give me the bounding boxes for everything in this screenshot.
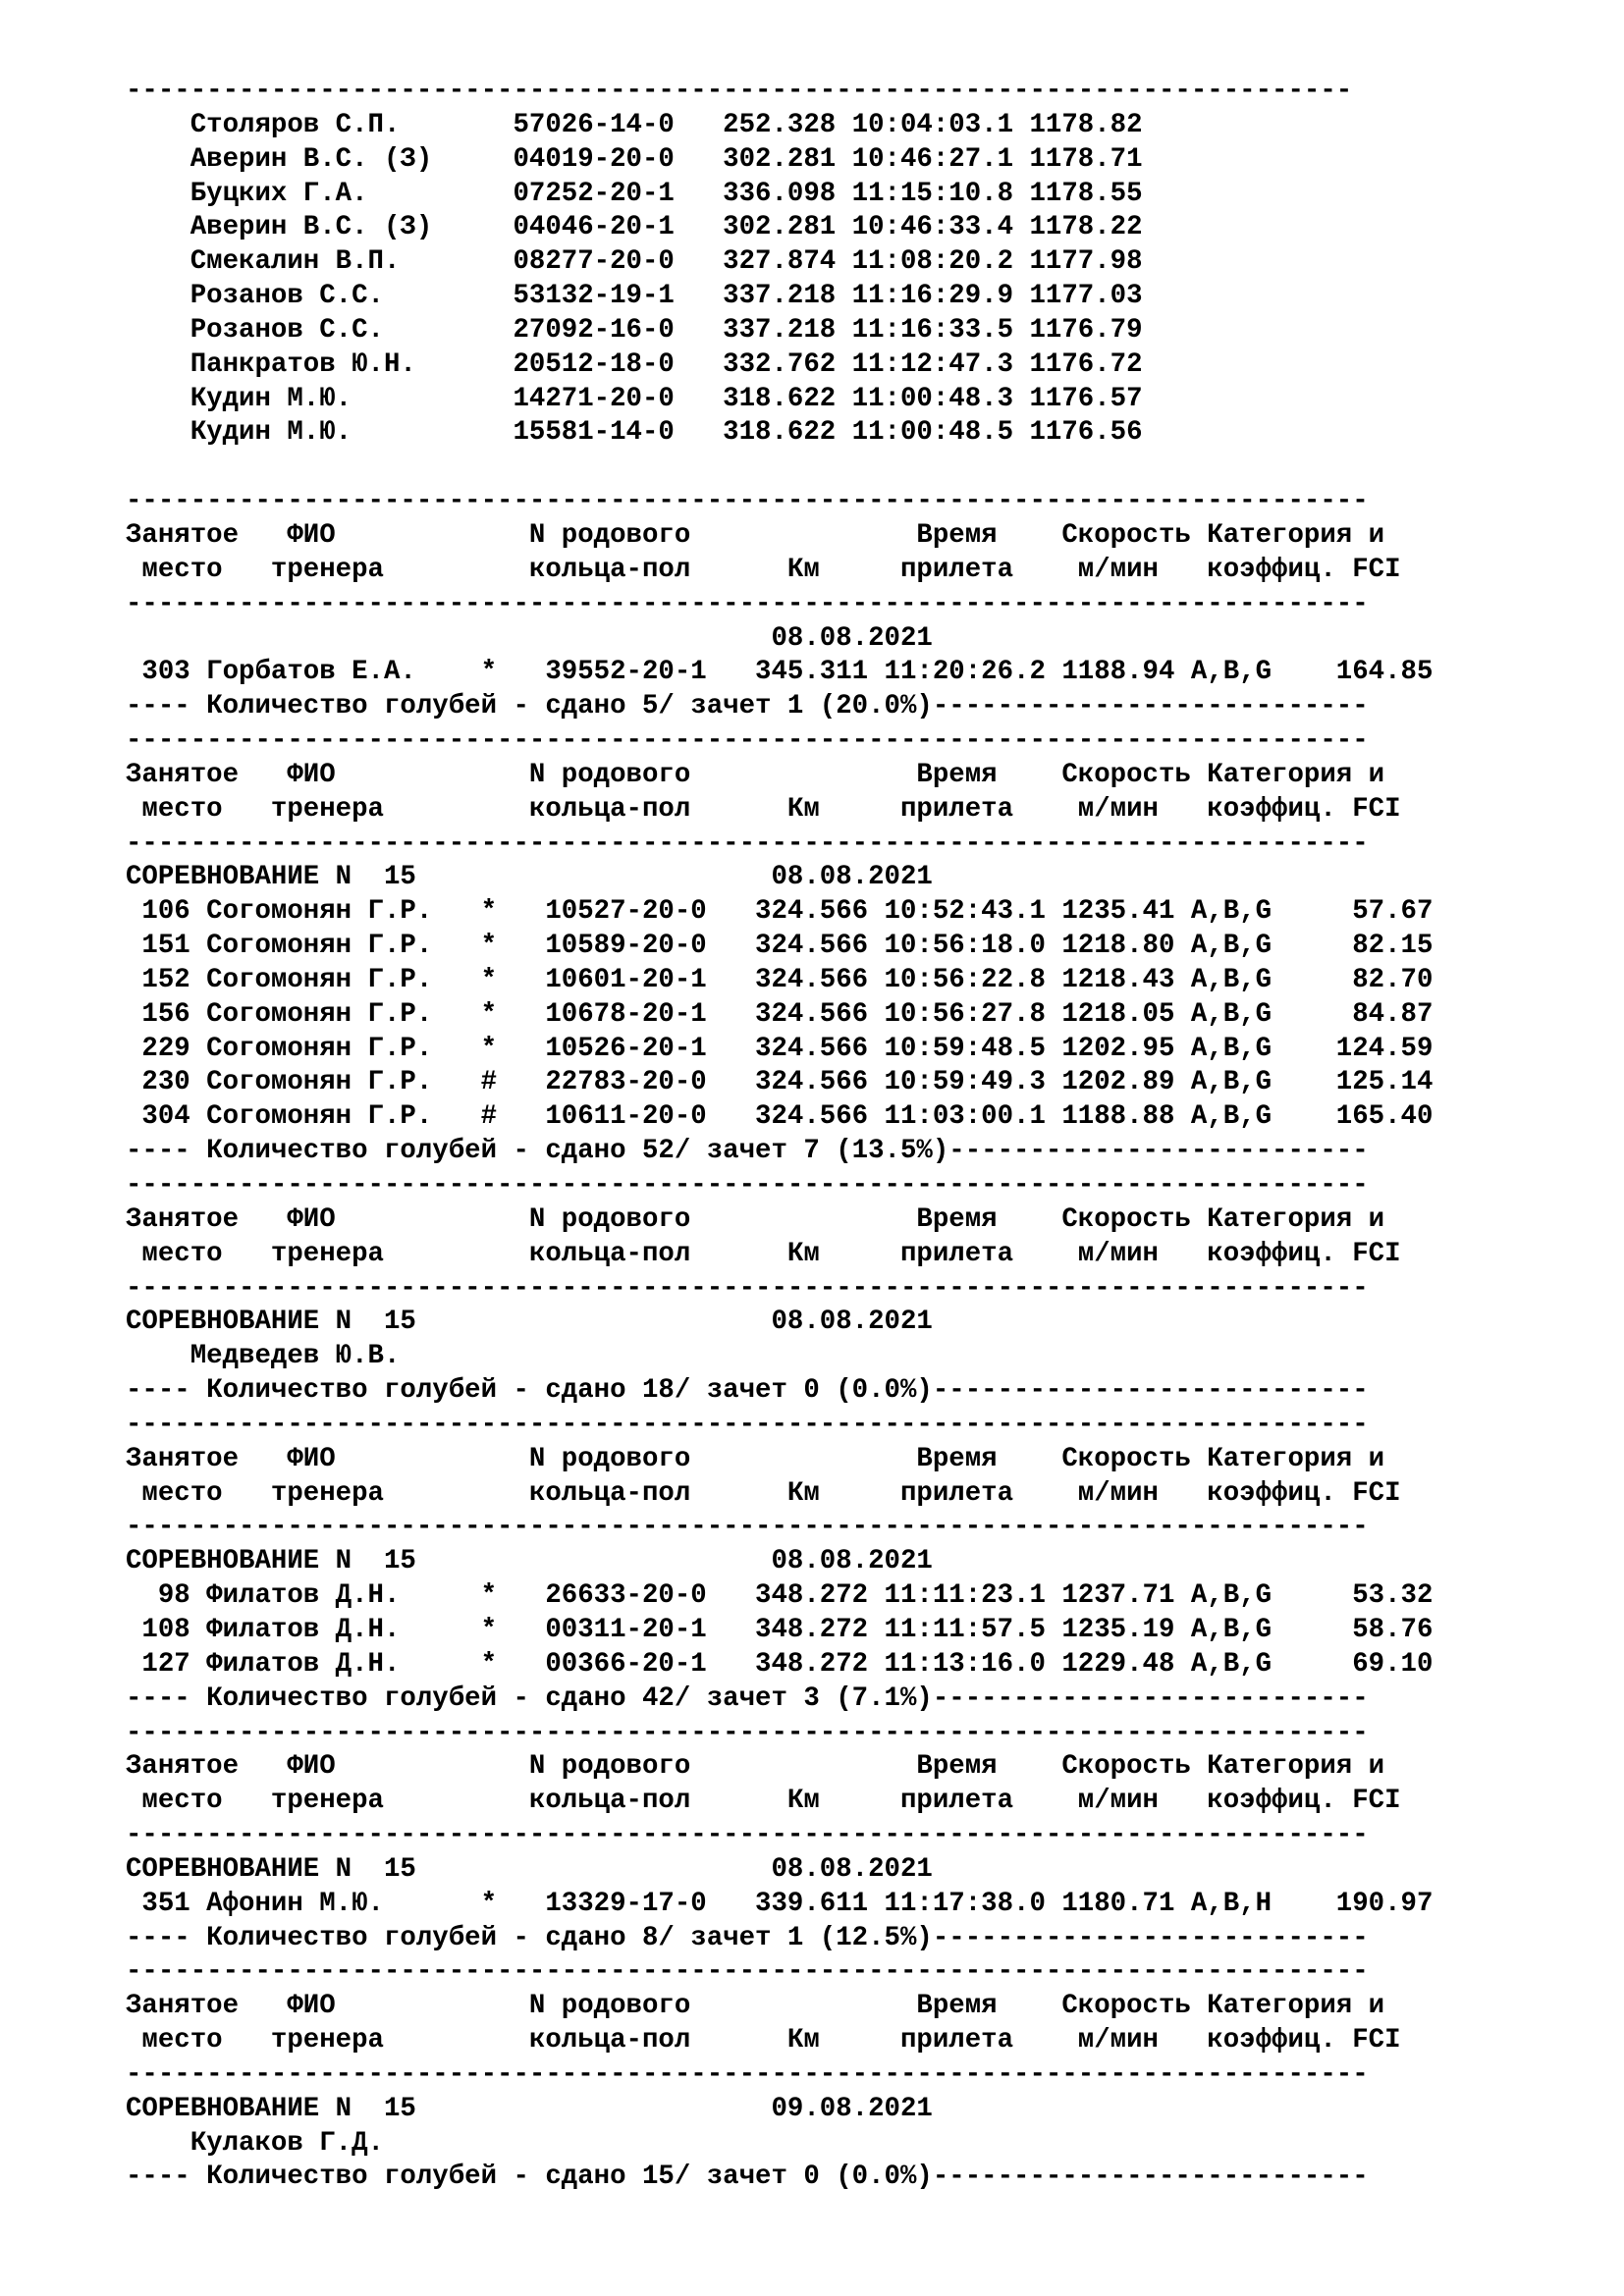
pigeon-row: Столяров С.П. 57026-14-0 252.328 10:04:03.1 1178.82 <box>126 109 1143 140</box>
result-row: 303 Горбатов Е.А. * 39552-20-1 345.311 11:20:26.2 1188.94 A,B,G 164.85 <box>126 657 1434 688</box>
competition-header: СОРЕВНОВАНИЕ N 15 09.08.2021 <box>126 2093 933 2124</box>
column-header: место тренера кольца-пол Км прилета м/мин коэффиц. FCI <box>126 793 1401 825</box>
competition-header: 08.08.2021 <box>126 622 933 654</box>
column-header: Занятое ФИО N родового Время Скорость Категория и <box>126 519 1385 551</box>
result-row: 98 Филатов Д.Н. * 26633-20-0 348.272 11:11:23.1 1237.71 A,B,G 53.32 <box>126 1580 1434 1612</box>
competition-header: СОРЕВНОВАНИЕ N 15 08.08.2021 <box>126 1853 933 1885</box>
competition-header: СОРЕВНОВАНИЕ N 15 08.08.2021 <box>126 862 933 893</box>
separator-line: ----------------------------------------------------------------------------- <box>126 1512 1369 1543</box>
pigeon-row: Кулаков Г.Д. <box>126 2127 384 2159</box>
competition-header: СОРЕВНОВАНИЕ N 15 08.08.2021 <box>126 1546 933 1577</box>
column-header: Занятое ФИО N родового Время Скорость Категория и <box>126 1991 1385 2022</box>
separator-line: ----------------------------------------------------------------------------- <box>126 1170 1369 1201</box>
pigeon-row: Смекалин В.П. 08277-20-0 327.874 11:08:20.2 1177.98 <box>126 246 1143 278</box>
pigeon-row: Буцких Г.А. 07252-20-1 336.098 11:15:10.8 1178.55 <box>126 178 1143 209</box>
column-header: Занятое ФИО N родового Время Скорость Категория и <box>126 1443 1385 1474</box>
summary-line: ---- Количество голубей - сдано 5/ зачет 1 (20.0%)--------------------------- <box>126 691 1369 722</box>
separator-line: ----------------------------------------------------------------------------- <box>126 1409 1369 1440</box>
column-header: место тренера кольца-пол Км прилета м/мин коэффиц. FCI <box>126 2025 1401 2056</box>
column-header: место тренера кольца-пол Км прилета м/мин коэффиц. FCI <box>126 1477 1401 1509</box>
pigeon-row: Медведев Ю.В. <box>126 1341 401 1372</box>
separator-line: ----------------------------------------------------------------------------- <box>126 2058 1369 2090</box>
separator-line: ---------------------------------------------------------------------------- <box>126 76 1353 106</box>
separator-line: ----------------------------------------------------------------------------- <box>126 588 1369 619</box>
result-row: 108 Филатов Д.Н. * 00311-20-1 348.272 11:11:57.5 1235.19 A,B,G 58.76 <box>126 1614 1434 1645</box>
column-header: Занятое ФИО N родового Время Скорость Категория и <box>126 1203 1385 1235</box>
blank-line <box>126 451 1433 485</box>
result-row: 106 Согомонян Г.Р. * 10527-20-0 324.566 10:52:43.1 1235.41 A,B,G 57.67 <box>126 896 1434 928</box>
result-row: 151 Согомонян Г.Р. * 10589-20-0 324.566 10:56:18.0 1218.80 A,B,G 82.15 <box>126 931 1434 962</box>
competition-header: СОРЕВНОВАНИЕ N 15 08.08.2021 <box>126 1307 933 1338</box>
pigeon-row: Розанов С.С. 53132-19-1 337.218 11:16:29.9 1177.03 <box>126 281 1143 312</box>
column-header: Занятое ФИО N родового Время Скорость Категория и <box>126 1751 1385 1783</box>
result-row: 127 Филатов Д.Н. * 00366-20-1 348.272 11:13:16.0 1229.48 A,B,G 69.10 <box>126 1648 1434 1680</box>
summary-line: ---- Количество голубей - сдано 42/ зачет 3 (7.1%)--------------------------- <box>126 1682 1369 1714</box>
separator-line: ----------------------------------------------------------------------------- <box>126 1717 1369 1748</box>
pigeon-row: Кудин М.Ю. 14271-20-0 318.622 11:00:48.3 1176.57 <box>126 383 1143 414</box>
pigeon-row: Аверин В.С. (З) 04019-20-0 302.281 10:46:27.1 1178.71 <box>126 143 1143 175</box>
pigeon-row: Кудин М.Ю. 15581-14-0 318.622 11:00:48.5 1176.56 <box>126 417 1143 449</box>
result-row: 152 Согомонян Г.Р. * 10601-20-1 324.566 10:56:22.8 1218.43 A,B,G 82.70 <box>126 964 1434 995</box>
results-report <box>126 75 1433 2195</box>
result-row: 351 Афонин М.Ю. * 13329-17-0 339.611 11:17:38.0 1180.71 A,B,H 190.97 <box>126 1888 1434 1919</box>
result-row: 229 Согомонян Г.Р. * 10526-20-1 324.566 10:59:48.5 1202.95 A,B,G 124.59 <box>126 1033 1434 1064</box>
pigeon-row: Розанов С.С. 27092-16-0 337.218 11:16:33.5 1176.79 <box>126 314 1143 346</box>
summary-line: ---- Количество голубей - сдано 18/ зачет 0 (0.0%)--------------------------- <box>126 1375 1369 1407</box>
column-header: Занятое ФИО N родового Время Скорость Категория и <box>126 759 1385 790</box>
result-row: 156 Согомонян Г.Р. * 10678-20-1 324.566 10:56:27.8 1218.05 A,B,G 84.87 <box>126 998 1434 1030</box>
column-header: место тренера кольца-пол Км прилета м/мин коэффиц. FCI <box>126 1238 1401 1269</box>
separator-line: ----------------------------------------------------------------------------- <box>126 725 1369 757</box>
pigeon-row: Аверин В.С. (З) 04046-20-1 302.281 10:46:33.4 1178.22 <box>126 212 1143 243</box>
separator-line: ----------------------------------------------------------------------------- <box>126 1272 1369 1304</box>
column-header: место тренера кольца-пол Км прилета м/мин коэффиц. FCI <box>126 1786 1401 1817</box>
separator-line: ----------------------------------------------------------------------------- <box>126 1956 1369 1988</box>
result-row: 230 Согомонян Г.Р. # 22783-20-0 324.566 10:59:49.3 1202.89 A,B,G 125.14 <box>126 1067 1434 1098</box>
pigeon-row: Панкратов Ю.Н. 20512-18-0 332.762 11:12:47.3 1176.72 <box>126 348 1143 380</box>
separator-line: ----------------------------------------------------------------------------- <box>126 828 1369 859</box>
result-row: 304 Согомонян Г.Р. # 10611-20-0 324.566 11:03:00.1 1188.88 A,B,G 165.40 <box>126 1101 1434 1133</box>
summary-line: ---- Количество голубей - сдано 52/ зачет 7 (13.5%)-------------------------- <box>126 1136 1369 1167</box>
summary-line: ---- Количество голубей - сдано 15/ зачет 0 (0.0%)--------------------------- <box>126 2162 1369 2193</box>
summary-line: ---- Количество голубей - сдано 8/ зачет 1 (12.5%)--------------------------- <box>126 1922 1369 1953</box>
separator-line: ----------------------------------------------------------------------------- <box>126 486 1369 517</box>
separator-line: ----------------------------------------------------------------------------- <box>126 1820 1369 1851</box>
column-header: место тренера кольца-пол Км прилета м/мин коэффиц. FCI <box>126 554 1401 585</box>
